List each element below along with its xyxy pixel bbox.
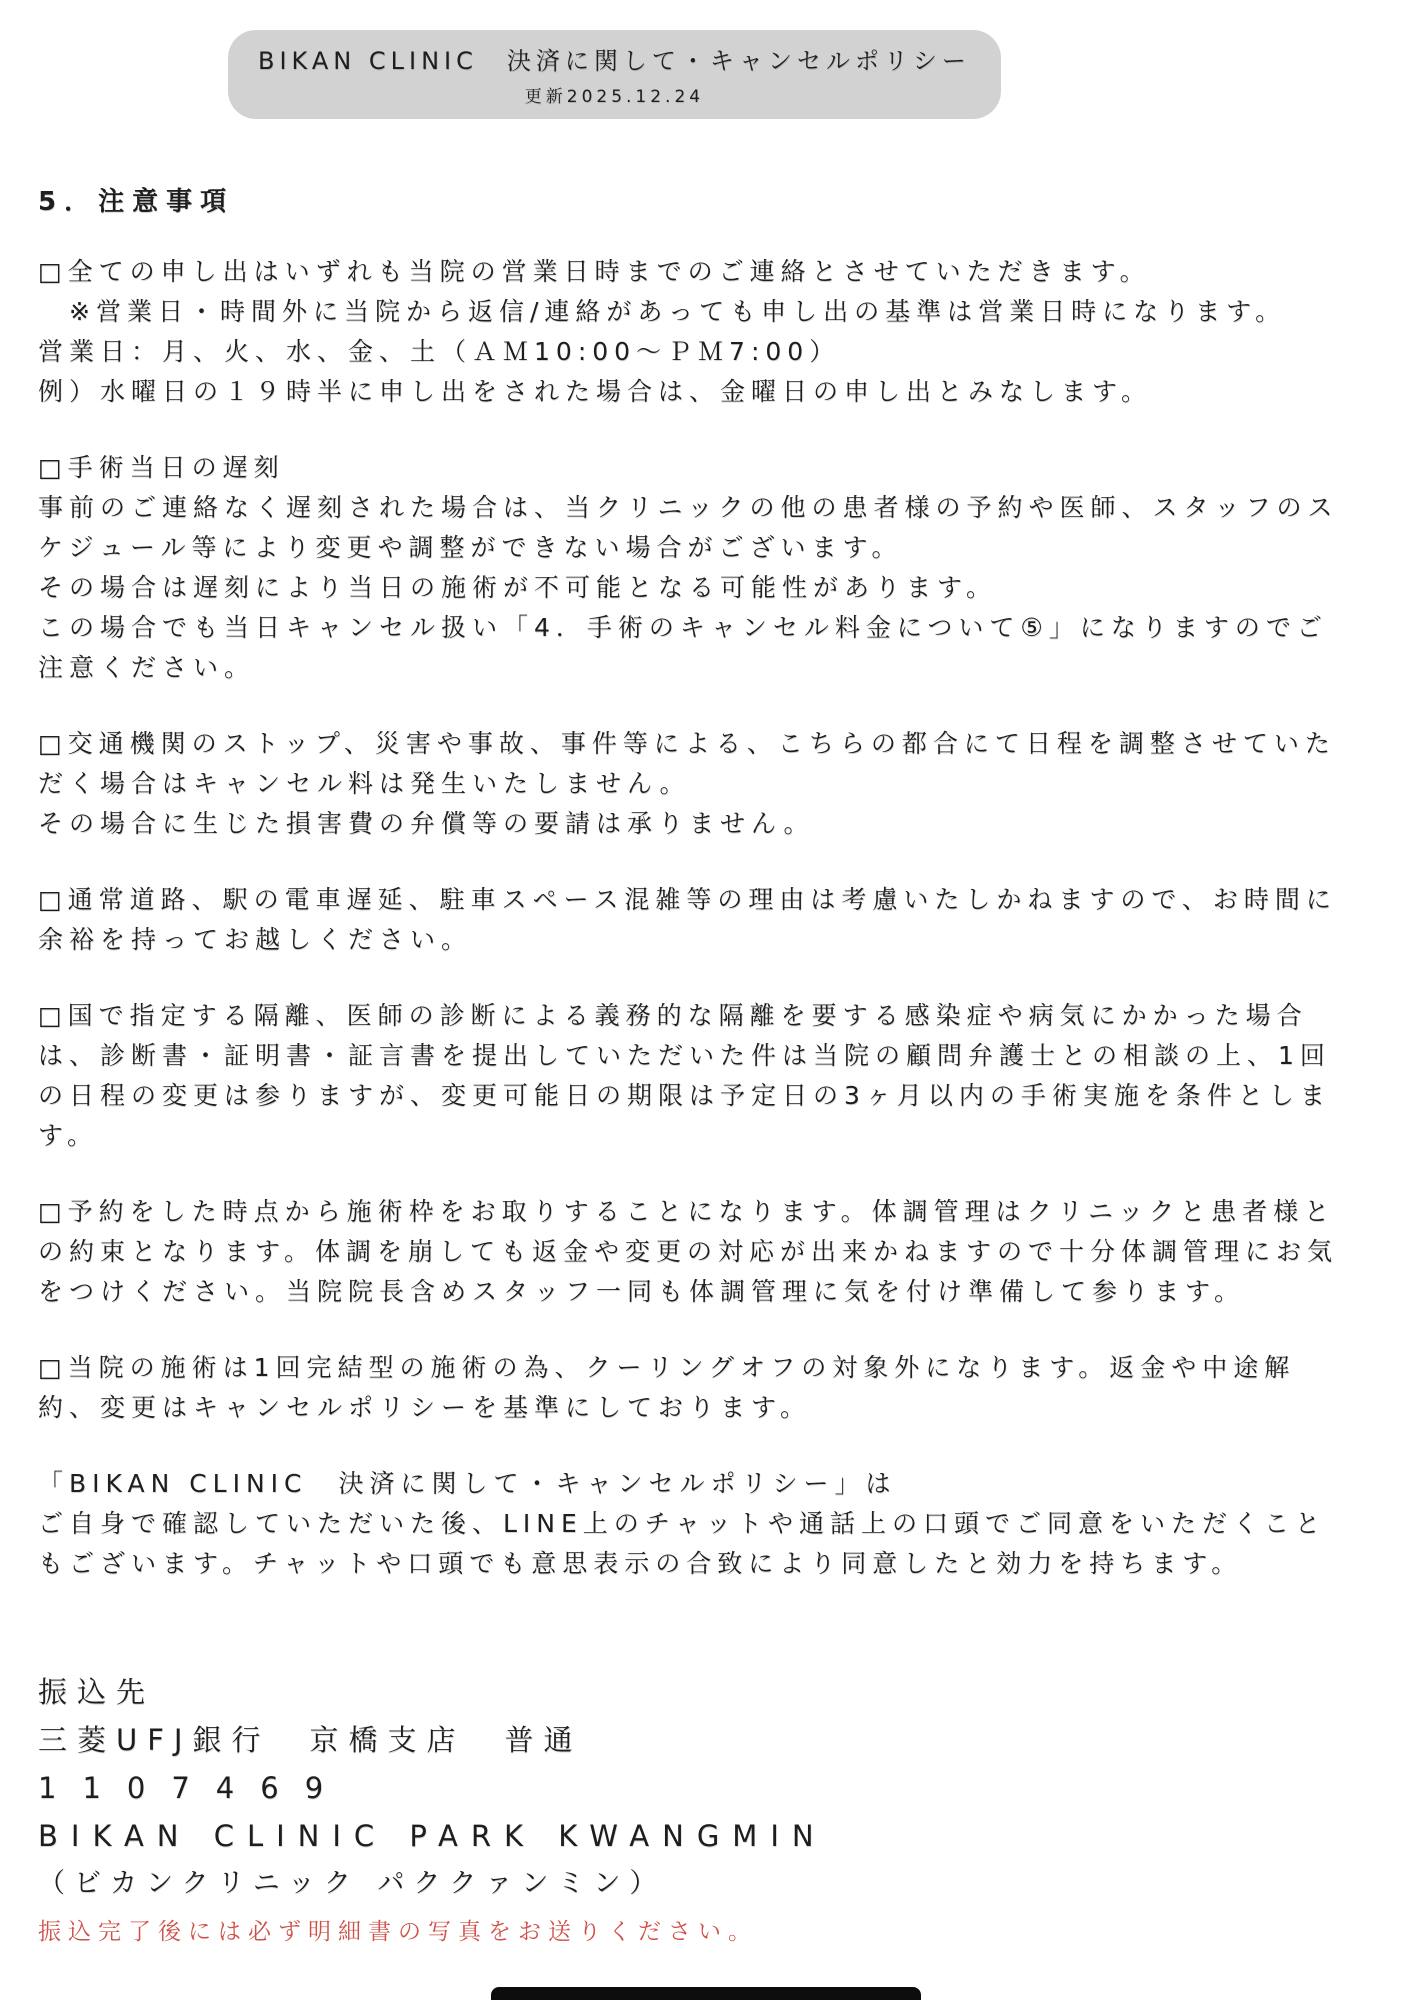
policy-paragraph-quarantine: [38, 996, 1378, 1156]
policy-line: この場合でも当日キャンセル扱い「4．手術のキャンセル料金について⑤」になりますのでご: [38, 613, 1328, 642]
policy-paragraph-lateness: [38, 448, 1378, 688]
policy-line: もございます。チャットや口頭でも意思表示の合致により同意したと効力を持ちます。: [38, 1549, 1243, 1578]
bank-account-name-en: BIKAN CLINIC PARK KWANGMIN: [38, 1819, 827, 1853]
bank-transfer-section: [38, 1668, 1378, 1952]
policy-paragraph-cooling-off: [38, 1348, 1378, 1428]
policy-paragraph-transport: [38, 724, 1378, 844]
policy-paragraph-reservation: [38, 1192, 1378, 1312]
bank-name-line: 三菱UFJ銀行 京橋支店 普通: [38, 1723, 583, 1757]
policy-line: 約、変更はキャンセルポリシーを基準にしております。: [38, 1393, 812, 1422]
policy-line: ご自身で確認していただいた後、LINE上のチャットや通話上の口頭でご同意をいただくこと: [38, 1509, 1327, 1538]
policy-paragraph-deadline: [38, 252, 1378, 412]
bank-transfer-label: 振込先: [38, 1675, 156, 1709]
home-indicator: [491, 1987, 921, 2000]
policy-line: す。: [38, 1121, 99, 1150]
policy-line: ※営業日・時間外に当院から返信/連絡があっても申し出の基準は営業日時になります。: [38, 297, 1287, 326]
policy-section: [38, 182, 1378, 1952]
policy-line: は、診断書・証明書・証言書を提出していただいた件は当院の顧問弁護士との相談の上、1回: [38, 1041, 1331, 1070]
section-heading: 5．注意事項: [38, 187, 235, 217]
policy-line: 事前のご連絡なく遅刻された場合は、当クリニックの他の患者様の予約や医師、スタッフのス: [38, 493, 1339, 522]
policy-paragraph-agreement: [38, 1464, 1378, 1584]
policy-line: □手術当日の遅刻: [38, 453, 285, 482]
policy-line: 注意ください。: [38, 653, 256, 682]
bank-account-number: 1107469: [38, 1771, 350, 1805]
policy-line: 営業日：月、火、水、金、土（ＡＭ10:00～ＰＭ7:00）: [38, 337, 841, 366]
policy-line: □全ての申し出はいずれも当院の営業日時までのご連絡とさせていただきます。: [38, 257, 1151, 286]
policy-line: □予約をした時点から施術枠をお取りすることになります。体調管理はクリニックと患者様と: [38, 1197, 1336, 1226]
policy-line: □通常道路、駅の電車遅延、駐車スペース混雑等の理由は考慮いたしかねますので、お時間に: [38, 885, 1337, 914]
policy-line: □国で指定する隔離、医師の診断による義務的な隔離を要する感染症や病気にかかった場合: [38, 1001, 1308, 1030]
transfer-receipt-notice: 振込完了後には必ず明細書の写真をお送りください。: [38, 1919, 758, 1945]
policy-line: □当院の施術は1回完結型の施術の為、クーリングオフの対象外になります。返金や中途解: [38, 1353, 1296, 1382]
document-title: BIKAN CLINIC 決済に関して・キャンセルポリシー: [258, 47, 971, 75]
policy-line: その場合は遅刻により当日の施術が不可能となる可能性があります。: [38, 573, 998, 602]
document-updated-date: 更新2025.12.24: [524, 87, 705, 107]
policy-line: 「BIKAN CLINIC 決済に関して・キャンセルポリシー」は: [38, 1469, 897, 1498]
policy-line: □交通機関のストップ、災害や事故、事件等による、こちらの都合にて日程を調整させていた: [38, 729, 1336, 758]
bank-account-name-kana: （ビカンクリニック パククァンミン）: [38, 1868, 666, 1899]
policy-paragraph-traffic: [38, 880, 1378, 960]
policy-line: 例）水曜日の１９時半に申し出をされた場合は、金曜日の申し出とみなします。: [38, 377, 1153, 406]
policy-line: ケジュール等により変更や調整ができない場合がございます。: [38, 533, 903, 562]
policy-line: の日程の変更は参りますが、変更可能日の期限は予定日の3ヶ月以内の手術実施を条件としま: [38, 1081, 1331, 1110]
policy-line: だく場合はキャンセル料は発生いたしません。: [38, 769, 691, 798]
policy-line: の約束となります。体調を崩しても返金や変更の対応が出来かねますので十分体調管理にお気: [38, 1237, 1339, 1266]
policy-line: その場合に生じた損害費の弁償等の要請は承りません。: [38, 809, 815, 838]
policy-line: 余裕を持ってお越しください。: [38, 925, 473, 954]
policy-line: をつけください。当院院長含めスタッフ一同も体調管理に気を付け準備して参ります。: [38, 1277, 1246, 1306]
document-header: [228, 30, 1001, 119]
